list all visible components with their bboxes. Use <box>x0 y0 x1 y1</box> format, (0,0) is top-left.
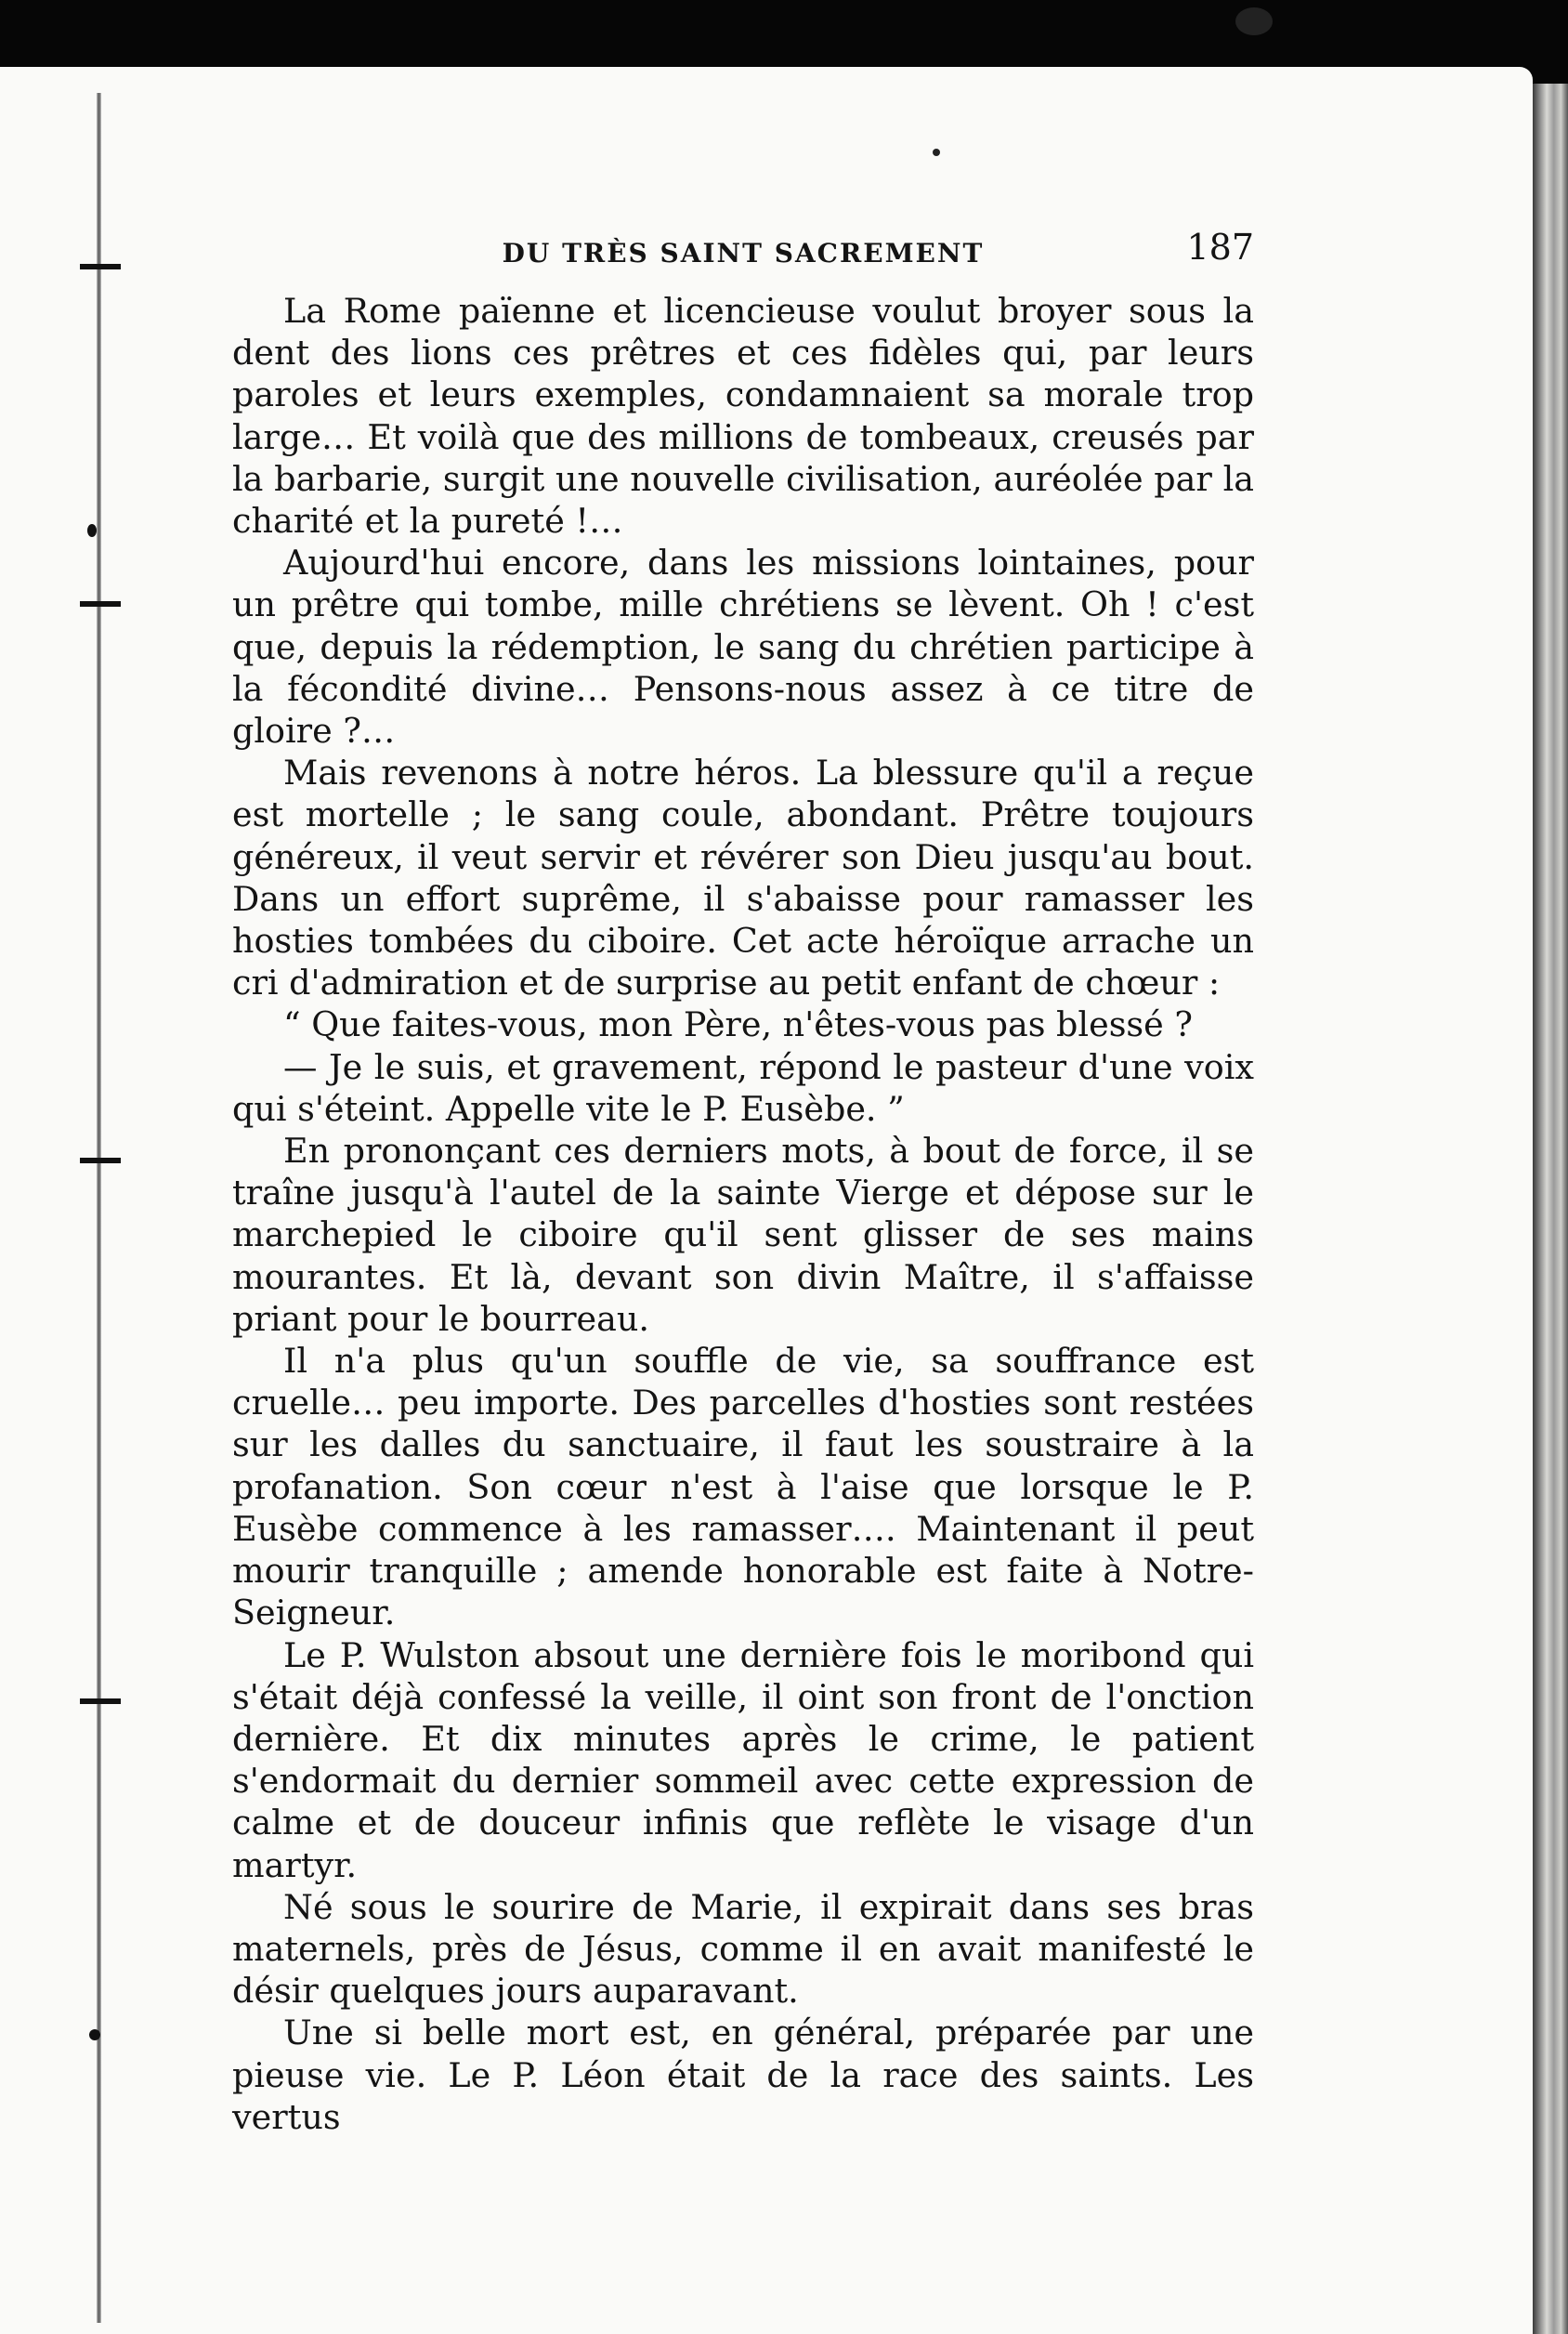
paragraph: Aujourd'hui encore, dans les missions lointaines, pour un prêtre qui tombe, mille chrétiens se lèvent. Oh ! c'est que, depuis la rédemption, le sang du chrétien participe à la fécondité divine… Pensons-nous assez à ce titre de gloire ?… <box>232 543 1254 752</box>
speck <box>1235 7 1273 35</box>
paragraph: — Je le suis, et gravement, répond le pasteur d'une voix qui s'éteint. Appelle vite le P. Eusèbe. ” <box>232 1046 1254 1129</box>
paragraph: Né sous le sourire de Marie, il expirait dans ses bras maternels, près de Jésus, comme il en avait manifesté le désir quelques jours auparavant. <box>232 1886 1254 2012</box>
gutter-line <box>97 93 101 2323</box>
page-number: 187 <box>1186 227 1254 268</box>
binding-mark <box>80 1158 121 1163</box>
paragraph: Il n'a plus qu'un souffle de vie, sa souffrance est cruelle… peu importe. Des parcelles d'hosties sont restées sur les dalles du sanctuaire, il faut les soustraire à la profanation. Son cœur n'est à l'aise que lorsque le P. Eusèbe commence à les ramasser…. Maintenant il peut mourir tranquille ; amende honorable est faite à Notre-Seigneur. <box>232 1341 1254 1633</box>
running-head <box>232 223 1254 279</box>
running-head-title: DU TRÈS SAINT SACREMENT <box>502 238 985 269</box>
binding-dot <box>89 2029 100 2040</box>
paragraph: La Rome païenne et licencieuse voulut broyer sous la dent des lions ces prêtres et ces fidèles qui, par leurs paroles et leurs exemples, condamnaient sa morale trop large… Et voilà que des millions de tombeaux, creusés par la barbarie, surgit une nouvelle civilisation, auréolée par la charité et la pureté !… <box>232 291 1254 542</box>
binding-mark <box>80 601 121 607</box>
paragraph: Une si belle mort est, en général, préparée par une pieuse vie. Le P. Léon était de la race des saints. Les vertus <box>232 2013 1254 2137</box>
binding-mark <box>80 264 121 269</box>
paragraph: Mais revenons à notre héros. La blessure qu'il a reçue est mortelle ; le sang coule, abondant. Prêtre toujours généreux, il veut servir et révérer son Dieu jusqu'au bout. Dans un effort suprême, il s'abaisse pour ramasser les hosties tombées du ciboire. Cet acte héroïque arrache un cri d'admiration et de surprise au petit enfant de chœur : <box>232 753 1254 1003</box>
text-block <box>232 223 1254 2138</box>
paragraph: “ Que faites-vous, mon Père, n'êtes-vous pas blessé ? <box>283 1004 1193 1045</box>
binding-dot <box>87 524 97 537</box>
binding-mark <box>80 1698 121 1704</box>
paragraph: Le P. Wulston absout une dernière fois le moribond qui s'était déjà confessé la veille, il oint son front de l'onction dernière. Et dix minutes après le crime, le patient s'endormait du dernier sommeil avec cette expression de calme et de douceur infinis que reflète le visage d'un martyr. <box>232 1634 1254 1885</box>
speck <box>933 149 940 156</box>
page-edge <box>1533 84 1568 2334</box>
paragraph: En prononçant ces derniers mots, à bout de force, il se traîne jusqu'à l'autel de la sainte Vierge et dépose sur le marchepied le ciboire qu'il sent glisser de ses mains mourantes. Et là, devant son divin Maître, il s'affaisse priant pour le bourreau. <box>232 1131 1254 1339</box>
